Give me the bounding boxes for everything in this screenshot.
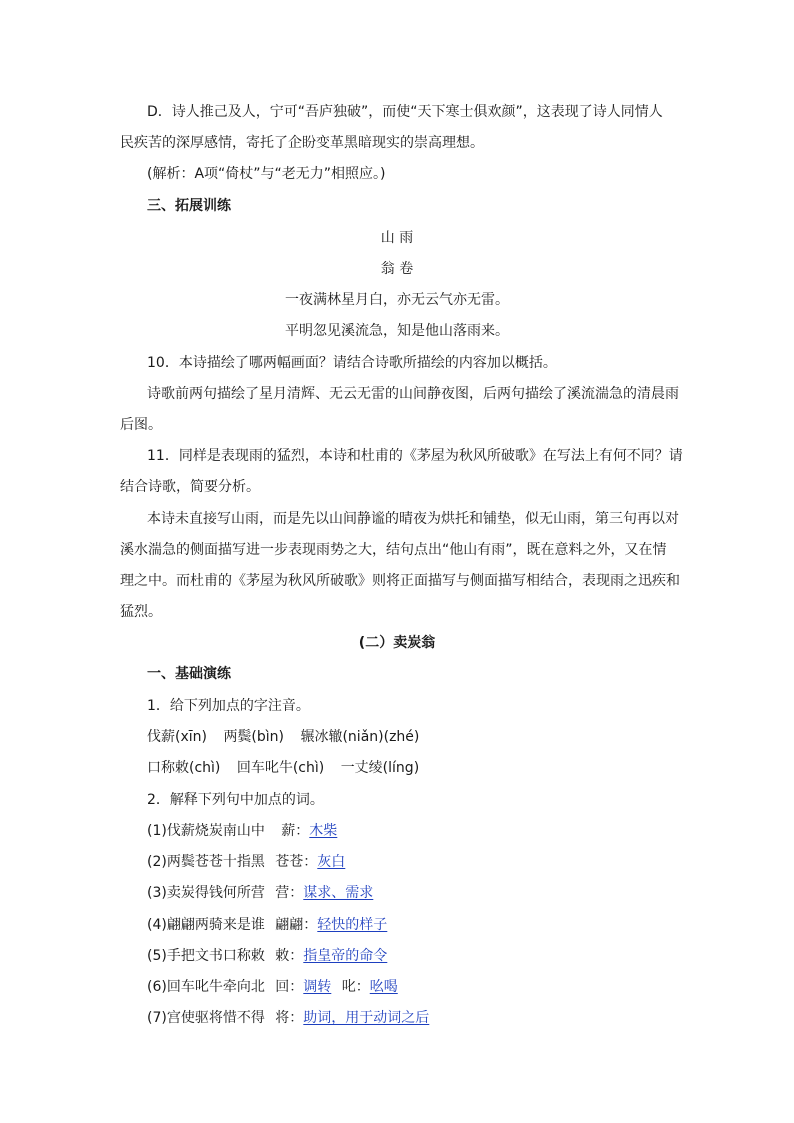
word-item-term: 营： xyxy=(275,885,304,901)
word-item-term: 将： xyxy=(275,1010,304,1026)
question-11-line2: 结合诗歌，简要分析。 xyxy=(120,479,260,495)
pinyin-item: 一丈绫(líng) xyxy=(340,760,420,776)
option-d-line1: D．诗人推己及人，宁可“吾庐独破”，而使“天下寒士俱欢颜”，这表现了诗人同情人 xyxy=(147,104,663,120)
answer-11-line2: 溪水湍急的侧面描写进一步表现雨势之大，结句点出“他山有雨”，既在意料之外，又在情 xyxy=(120,542,667,558)
word-item-term: 敕： xyxy=(275,948,304,964)
answer-10-line2: 后图。 xyxy=(120,417,162,433)
word-item xyxy=(147,946,387,966)
subsection-title: (二）卖炭翁 xyxy=(358,635,436,651)
word-item-sentence: (5)手把文书口称敕 xyxy=(147,948,265,964)
word-item-answer: 调转 xyxy=(303,979,332,995)
word-item-sentence: (1)伐薪烧炭南山中 xyxy=(147,823,265,839)
word-item-answer: 吆喝 xyxy=(369,979,398,995)
option-d-line2: 民疾苦的深厚感情，寄托了企盼变革黑暗现实的崇高理想。 xyxy=(120,135,484,151)
word-item-term: 叱： xyxy=(341,979,370,995)
question-11-line1: 11．同样是表现雨的猛烈，本诗和杜甫的《茅屋为秋风所破歌》在写法上有何不同？请 xyxy=(147,448,683,464)
pinyin-item: 辗冰辙(niǎn)(zhé) xyxy=(300,729,420,745)
poem-line-1: 一夜满林星月白，亦无云气亦无雷。 xyxy=(285,292,509,308)
section-heading-extension: 三、拓展训练 xyxy=(147,198,231,214)
word-item xyxy=(147,1008,429,1028)
word-item-answer: 助词，用于动词之后 xyxy=(303,1010,430,1026)
word-item xyxy=(147,977,398,997)
word-item-term: 苍苍： xyxy=(275,854,318,870)
question-2: 2．解释下列句中加点的词。 xyxy=(147,792,324,808)
word-item-answer: 木柴 xyxy=(309,823,338,839)
word-item-answer: 谋求、需求 xyxy=(303,885,374,901)
word-item-term: 翩翩： xyxy=(275,917,318,933)
word-item-sentence: (4)翩翩两骑来是谁 xyxy=(147,917,265,933)
question-1: 1．给下列加点的字注音。 xyxy=(147,698,310,714)
pinyin-item: 口称敕(chì) xyxy=(147,760,221,776)
pinyin-item: 两鬓(bìn) xyxy=(223,729,285,745)
answer-10-line1: 诗歌前两句描绘了星月清辉、无云无雷的山间静夜图，后两句描绘了溪流湍急的清晨雨 xyxy=(147,386,679,402)
word-item-term: 薪： xyxy=(281,823,310,839)
word-item xyxy=(147,852,345,872)
word-item xyxy=(147,915,387,935)
word-item xyxy=(147,883,373,903)
poem-line-2: 平明忽见溪流急，知是他山落雨来。 xyxy=(285,323,509,339)
word-item-sentence: (2)两鬓苍苍十指黑 xyxy=(147,854,265,870)
answer-11-line1: 本诗未直接写山雨，而是先以山间静谧的晴夜为烘托和铺垫，似无山雨，第三句再以对 xyxy=(147,511,679,527)
word-item-answer: 灰白 xyxy=(317,854,346,870)
word-item-answer: 轻快的样子 xyxy=(317,917,388,933)
question-10: 10．本诗描绘了哪两幅画面？请结合诗歌所描绘的内容加以概括。 xyxy=(147,355,557,371)
word-item-sentence: (6)回车叱牛牵向北 xyxy=(147,979,265,995)
word-item-answer: 指皇帝的命令 xyxy=(303,948,388,964)
word-item xyxy=(147,821,337,841)
analysis-note: (解析：A项“倚杖”与“老无力”相照应。) xyxy=(147,166,386,182)
section-heading-basic: 一、基础演练 xyxy=(147,666,231,682)
word-item-sentence: (3)卖炭得钱何所营 xyxy=(147,885,265,901)
pinyin-item: 伐薪(xīn) xyxy=(147,729,207,745)
poem-author: 翁 卷 xyxy=(380,261,414,277)
pinyin-row-1 xyxy=(147,727,419,747)
pinyin-row-2 xyxy=(147,758,419,778)
word-item-term: 回： xyxy=(275,979,304,995)
answer-11-line4: 猛烈。 xyxy=(120,604,162,620)
poem-title: 山 雨 xyxy=(380,230,414,246)
word-item-sentence: (7)宫使驱将惜不得 xyxy=(147,1010,265,1026)
answer-11-line3: 理之中。而杜甫的《茅屋为秋风所破歌》则将正面描写与侧面描写相结合，表现雨之迅疾和 xyxy=(120,573,680,589)
pinyin-item: 回车叱牛(chì) xyxy=(236,760,325,776)
